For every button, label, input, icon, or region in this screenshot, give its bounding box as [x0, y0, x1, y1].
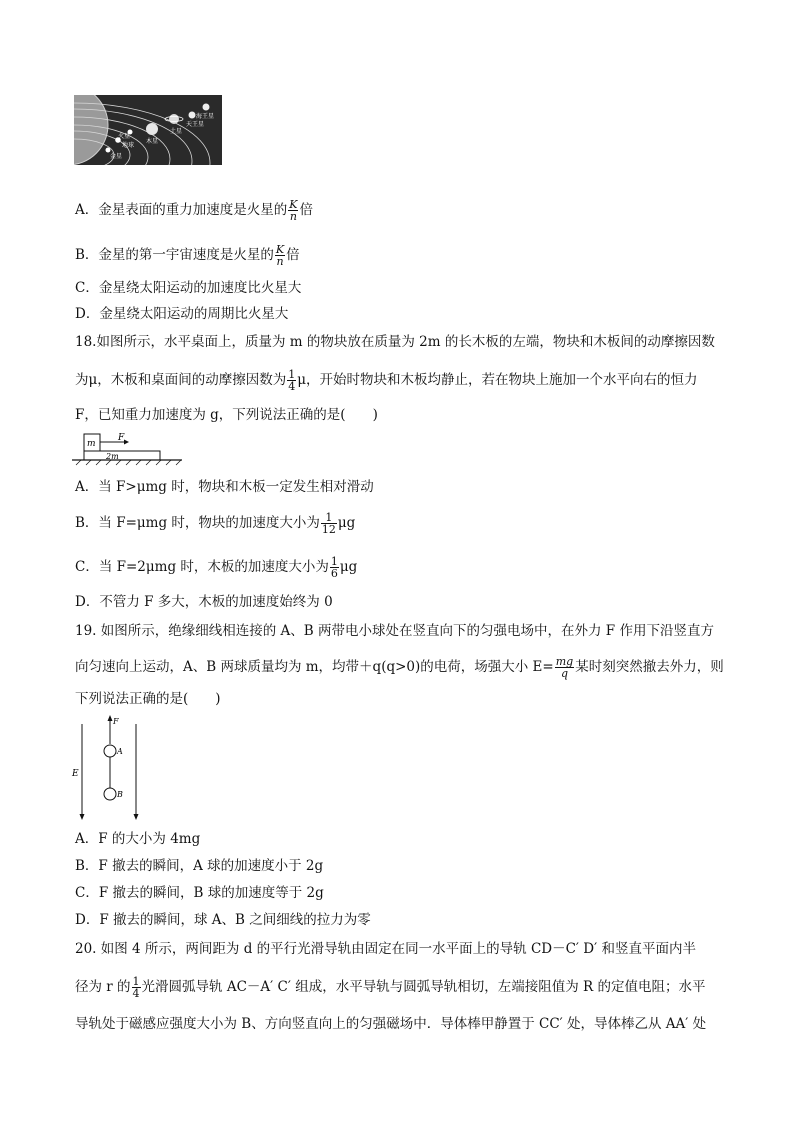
planet-label: 海王星 [196, 113, 215, 120]
planet-label: 天王星 [186, 121, 205, 128]
arrow-head-icon [124, 440, 129, 445]
q19-stem-line2: 向匀速向上运动，A、B 两球质量均为 m，均带＋q(q>0)的电荷，场强大小 E= $\frac{mg}{q}$ 某时刻突然撤去外力，则 [75, 655, 724, 680]
electric-field-figure [68, 714, 152, 824]
force-label: F [113, 717, 119, 726]
board-2m [84, 451, 160, 460]
planet-label: 土星 [170, 128, 183, 135]
q17-option-d: D．金星绕太阳运动的周期比火星大 [75, 306, 289, 322]
planet-label: 火星 [118, 133, 131, 140]
q17-option-a: A．金星表面的重力加速度是火星的 $\frac{K}{n}$ 倍 [75, 198, 313, 223]
q18-stem-line2: 为μ，木板和桌面间的动摩擦因数为 $\frac{1}{4}$ μ，开始时物块和木板均静止，若在物块上施加一个水平向右的恒力 [75, 368, 698, 393]
q18-stem-line3: F，已知重力加速度为 g，下列说法正确的是( ) [75, 407, 378, 423]
planet-icon [203, 104, 210, 111]
fraction: $\frac{1}{4}$ [288, 368, 296, 393]
fraction: $\frac{1}{12}$ [321, 511, 336, 536]
solar-system-figure [74, 95, 222, 165]
q19-option-c: C．F 撤去的瞬间，B 球的加速度等于 2g [75, 885, 324, 901]
q19-option-a: A．F 的大小为 4mg [75, 831, 201, 847]
force-label: F [118, 433, 125, 443]
option-text: A．金星表面的重力加速度是火星的 [75, 202, 288, 218]
ball-a [104, 745, 116, 757]
q17-option-b: B．金星的第一宇宙速度是火星的 $\frac{K}{n}$ 倍 [75, 243, 300, 268]
fraction: $\frac{K}{n}$ [289, 198, 298, 223]
q20-stem-line2: 径为 r 的 $\frac{1}{4}$ 光滑圆弧导轨 AC－A′ C′ 组成，水平导轨与圆弧导轨相切，左端接阻值为 R 的定值电阻；水平 [75, 975, 706, 1000]
option-text: B．金星的第一宇宙速度是火星的 [75, 247, 274, 263]
fraction: $\frac{K}{n}$ [275, 243, 285, 268]
ball-label: A [117, 747, 123, 756]
arrow-down-icon [134, 814, 139, 820]
planet-icon [189, 112, 196, 119]
fraction: $\frac{mg}{q}$ [555, 655, 574, 680]
ground-hatch [76, 460, 181, 465]
planet-label: 木星 [146, 138, 159, 145]
block-label: m [87, 439, 96, 449]
ball-b [104, 788, 116, 800]
q20-stem-line1: 20. 如图 4 所示，两间距为 d 的平行光滑导轨由固定在同一水平面上的导轨 CD－C′ D′ 和竖直平面内半 [75, 941, 696, 957]
q19-stem-line3: 下列说法正确的是( ) [75, 691, 221, 707]
q18-option-b: B．当 F=μmg 时，物块的加速度大小为 $\frac{1}{12}$ μg [75, 511, 356, 536]
field-label: E [72, 769, 79, 779]
block-board-figure [72, 432, 184, 466]
board-label: 2m [106, 452, 119, 461]
q19-stem-line1: 19. 如图所示，绝缘细线相连接的 A、B 两带电小球处在竖直向下的匀强电场中，在外力 F 作用下沿竖直方 [75, 623, 714, 639]
arrow-down-icon [80, 814, 85, 820]
q19-option-b: B．F 撤去的瞬间，A 球的加速度小于 2g [75, 858, 324, 874]
q18-option-c: C．当 F=2μmg 时，木板的加速度大小为 $\frac{1}{6}$ μg [75, 555, 358, 580]
planet-icon [169, 114, 179, 124]
q18-stem-line1: 18.如图所示，水平桌面上，质量为 m 的物块放在质量为 2m 的长木板的左端，物块和木板间的动摩擦因数 [75, 334, 715, 350]
arrow-up-icon [108, 715, 113, 721]
q18-option-d: D．不管力 F 多大，木板的加速度始终为 0 [75, 594, 333, 610]
q20-stem-line3: 导轨处于磁感应强度大小为 B、方向竖直向上的匀强磁场中．导体棒甲静置于 CC′ 处，导体棒乙从 AA′ 处 [75, 1016, 707, 1032]
planet-icon [146, 123, 158, 135]
fraction: $\frac{1}{4}$ [132, 975, 140, 1000]
planet-label: 地球 [122, 142, 135, 149]
q19-option-d: D．F 撤去的瞬间，球 A、B 之间细线的拉力为零 [75, 912, 371, 928]
q18-option-a: A．当 F>μmg 时，物块和木板一定发生相对滑动 [75, 479, 374, 495]
planet-label: 金星 [110, 153, 123, 160]
q17-option-c: C．金星绕太阳运动的加速度比火星大 [75, 280, 302, 296]
fraction: $\frac{1}{6}$ [330, 555, 338, 580]
planet-icon [106, 148, 111, 153]
ball-label: B [117, 790, 123, 799]
